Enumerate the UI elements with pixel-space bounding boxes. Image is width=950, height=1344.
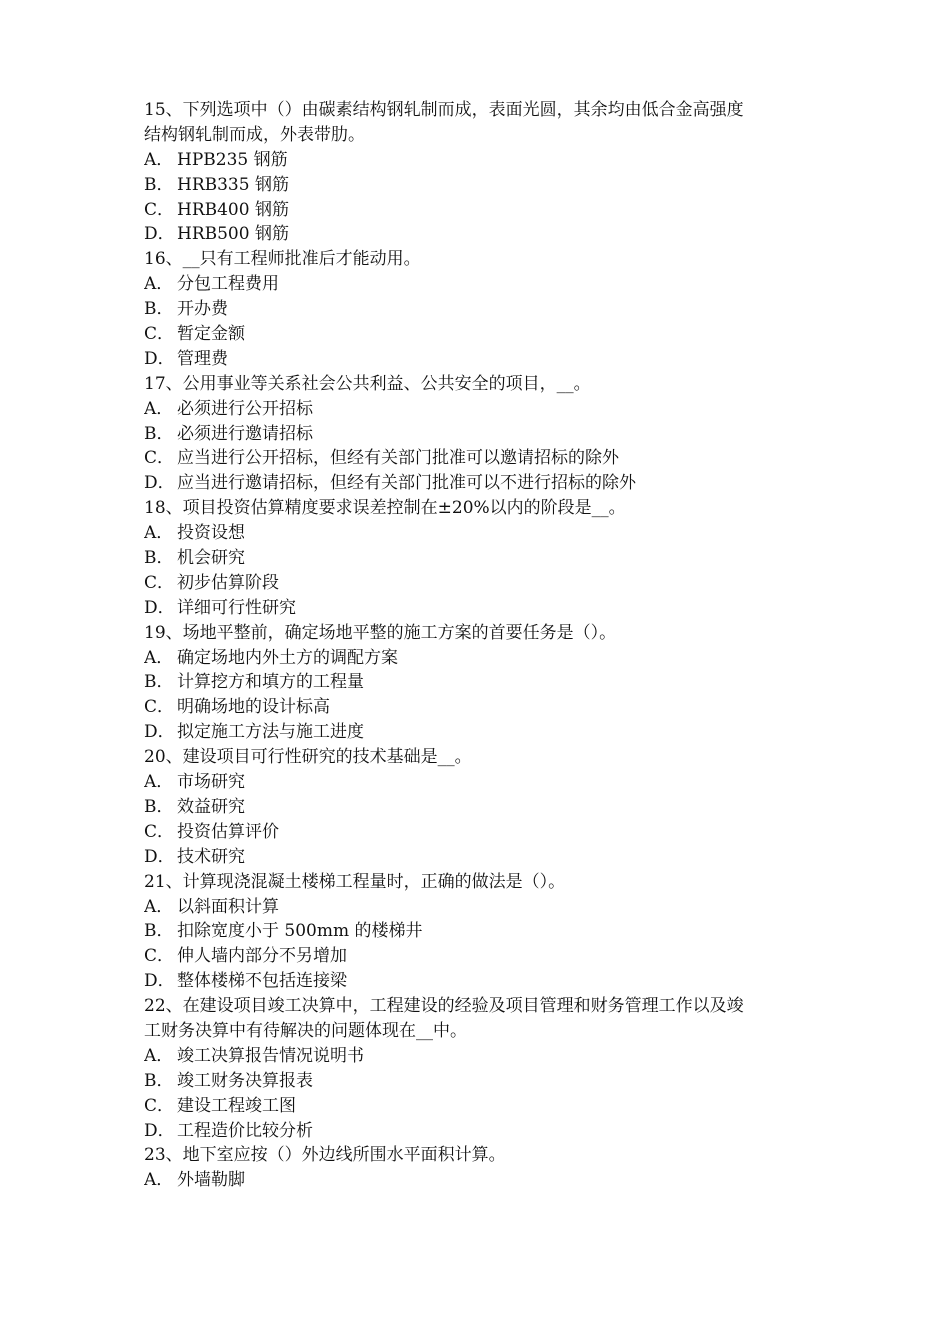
option-letter: B． — [144, 423, 174, 444]
answer-option — [144, 845, 824, 870]
option-text: 暂定金额 — [177, 324, 245, 345]
option-letter: A． — [144, 647, 174, 668]
option-letter: D． — [144, 597, 175, 618]
option-text: 投资估算评价 — [177, 821, 279, 842]
answer-option — [144, 1044, 824, 1069]
option-text: 开办费 — [177, 299, 228, 320]
option-text: 管理费 — [177, 348, 228, 369]
answer-option — [144, 521, 824, 546]
answer-option — [144, 422, 824, 447]
answer-option — [144, 720, 824, 745]
answer-option — [144, 820, 824, 845]
option-letter: D． — [144, 473, 175, 494]
answer-option — [144, 222, 824, 247]
option-letter: A． — [144, 1170, 174, 1191]
option-letter: D． — [144, 348, 175, 369]
option-text: 技术研究 — [177, 846, 245, 867]
option-letter: D． — [144, 971, 175, 992]
question-block — [144, 1143, 824, 1193]
question-block — [144, 621, 824, 745]
option-letter: C． — [144, 199, 175, 220]
option-text: 整体楼梯不包括连接梁 — [177, 971, 347, 992]
answer-option — [144, 1119, 824, 1144]
answer-option — [144, 446, 824, 471]
option-letter: D． — [144, 224, 175, 245]
question-block — [144, 98, 824, 247]
option-text: 效益研究 — [177, 796, 245, 817]
option-letter: C． — [144, 448, 175, 469]
option-letter: B． — [144, 921, 174, 942]
answer-option — [144, 272, 824, 297]
question-stem: 15、下列选项中（）由碳素结构钢轧制而成，表面光圆，其余均由低合金高强度 — [144, 100, 744, 120]
question-stem: 18、项目投资估算精度要求误差控制在±20%以内的阶段是__。 — [144, 498, 626, 519]
answer-option — [144, 297, 824, 322]
option-letter: A． — [144, 398, 174, 419]
option-text: 市场研究 — [177, 772, 245, 793]
option-letter: A． — [144, 523, 174, 544]
option-text: 工程造价比较分析 — [177, 1120, 313, 1141]
question-stem: 17、公用事业等关系社会公共利益、公共安全的项目，__。 — [144, 373, 591, 394]
option-letter: A． — [144, 1045, 174, 1066]
option-letter: A． — [144, 149, 174, 170]
question-block — [144, 745, 824, 869]
option-letter: A． — [144, 772, 174, 793]
option-text: 计算挖方和填方的工程量 — [177, 672, 364, 693]
question-block — [144, 247, 824, 371]
option-text: 拟定施工方法与施工进度 — [177, 722, 364, 743]
option-letter: B． — [144, 1070, 174, 1091]
answer-option — [144, 148, 824, 173]
option-text: 应当进行公开招标，但经有关部门批准可以邀请招标的除外 — [177, 448, 619, 469]
option-text: 机会研究 — [177, 548, 245, 569]
option-letter: B． — [144, 299, 174, 320]
option-letter: C． — [144, 1095, 175, 1116]
option-letter: C． — [144, 572, 175, 593]
question-stem: 16、__只有工程师批准后才能动用。 — [144, 249, 421, 270]
option-text: HRB335 钢筋 — [177, 174, 289, 195]
answer-option — [144, 944, 824, 969]
option-letter: D． — [144, 846, 175, 867]
option-text: 外墙勒脚 — [177, 1170, 245, 1191]
answer-option — [144, 646, 824, 671]
answer-option — [144, 546, 824, 571]
option-letter: B． — [144, 672, 174, 693]
option-text: 详细可行性研究 — [177, 597, 296, 618]
option-text: 应当进行邀请招标，但经有关部门批准可以不进行招标的除外 — [177, 473, 636, 494]
question-stem: 结构钢轧制而成，外表带肋。 — [144, 124, 365, 145]
option-text: 伸人墙内部分不另增加 — [177, 946, 347, 967]
answer-option — [144, 695, 824, 720]
question-block — [144, 496, 824, 620]
option-text: 确定场地内外土方的调配方案 — [177, 647, 398, 668]
answer-option — [144, 1168, 824, 1193]
option-text: 必须进行邀请招标 — [177, 423, 313, 444]
question-block — [144, 372, 824, 496]
option-text: 必须进行公开招标 — [177, 398, 313, 419]
option-text: HRB500 钢筋 — [177, 224, 289, 245]
option-letter: D． — [144, 722, 175, 743]
question-stem: 22、在建设项目竣工决算中，工程建设的经验及项目管理和财务管理工作以及竣 — [144, 996, 744, 1017]
option-text: 以斜面积计算 — [177, 896, 279, 917]
question-block — [144, 870, 824, 994]
answer-option — [144, 795, 824, 820]
answer-option — [144, 571, 824, 596]
answer-option — [144, 471, 824, 496]
answer-option — [144, 1094, 824, 1119]
option-letter: D． — [144, 1120, 175, 1141]
answer-option — [144, 347, 824, 372]
question-stem: 20、建设项目可行性研究的技术基础是__。 — [144, 747, 472, 768]
answer-option — [144, 919, 824, 944]
option-text: HRB400 钢筋 — [177, 199, 289, 220]
option-text: 初步估算阶段 — [177, 572, 279, 593]
option-letter: B． — [144, 174, 174, 195]
answer-option — [144, 1069, 824, 1094]
answer-option — [144, 770, 824, 795]
answer-option — [144, 670, 824, 695]
answer-option — [144, 322, 824, 347]
question-stem: 工财务决算中有待解决的问题体现在__中。 — [144, 1020, 467, 1041]
answer-option — [144, 969, 824, 994]
option-text: 建设工程竣工图 — [177, 1095, 296, 1116]
question-stem: 19、场地平整前，确定场地平整的施工方案的首要任务是（）。 — [144, 622, 617, 643]
option-letter: A． — [144, 274, 174, 295]
option-letter: C． — [144, 697, 175, 718]
option-text: 分包工程费用 — [177, 274, 279, 295]
option-letter: C． — [144, 324, 175, 345]
answer-option — [144, 596, 824, 621]
option-letter: A． — [144, 896, 174, 917]
answer-option — [144, 198, 824, 223]
question-stem: 21、计算现浇混凝土楼梯工程量时，正确的做法是（）。 — [144, 871, 566, 892]
option-letter: C． — [144, 821, 175, 842]
option-text: 明确场地的设计标高 — [177, 697, 330, 718]
option-text: 竣工决算报告情况说明书 — [177, 1045, 364, 1066]
answer-option — [144, 895, 824, 920]
option-text: HPB235 钢筋 — [177, 149, 288, 170]
answer-option — [144, 397, 824, 422]
option-text: 竣工财务决算报表 — [177, 1070, 313, 1091]
question-block — [144, 994, 824, 1143]
option-letter: C． — [144, 946, 175, 967]
option-text: 扣除宽度小于 500mm 的楼梯井 — [177, 921, 423, 942]
answer-option — [144, 173, 824, 198]
document-page — [144, 98, 824, 1193]
option-letter: B． — [144, 796, 174, 817]
option-text: 投资设想 — [177, 523, 245, 544]
option-letter: B． — [144, 548, 174, 569]
question-stem: 23、地下室应按（）外边线所围水平面积计算。 — [144, 1145, 506, 1166]
